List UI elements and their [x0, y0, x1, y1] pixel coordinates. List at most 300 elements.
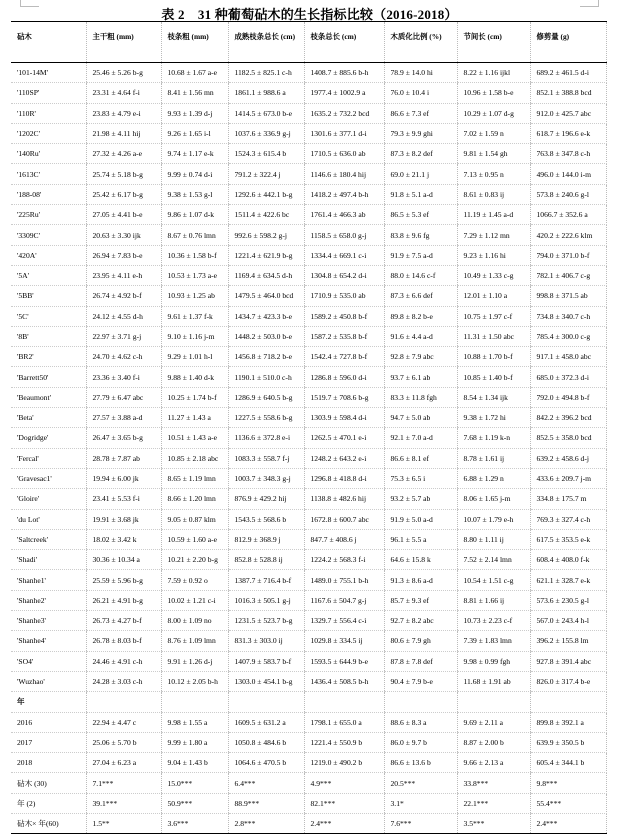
cell-lignification-ratio: 89.8 ± 8.2 b-e [384, 306, 457, 326]
cell-pruning-weight: 785.4 ± 300.0 c-g [530, 326, 606, 346]
cell-pruning-weight: 496.0 ± 144.0 i-m [530, 164, 606, 184]
cell-lignification-ratio: 91.3 ± 8.6 a-d [384, 570, 457, 590]
cell-internode-length: 8.54 ± 1.34 ijk [457, 387, 530, 407]
cell-shoot-diameter: 9.61 ± 1.37 f-k [161, 306, 228, 326]
cell-pruning-weight: 689.2 ± 461.5 d-i [530, 63, 606, 83]
cell-rootstock: 'Shadi' [11, 550, 86, 570]
cell-shoot-diameter: 9.04 ± 1.43 b [161, 753, 228, 773]
cell-lignification-ratio: 94.7 ± 5.0 ab [384, 408, 457, 428]
cell-mature-shoot-length: 1524.3 ± 615.4 b [228, 144, 304, 164]
cell-shoot-diameter: 9.29 ± 1.01 h-l [161, 347, 228, 367]
cell-rootstock: 'du Lot' [11, 509, 86, 529]
cell-total-shoot-length: 1710.9 ± 535.0 ab [304, 286, 384, 306]
cell-trunk-diameter: 26.73 ± 4.27 b-f [86, 611, 161, 631]
cell-internode-length: 10.54 ± 1.51 c-g [457, 570, 530, 590]
cell-shoot-diameter: 10.51 ± 1.43 a-e [161, 428, 228, 448]
cell-shoot-diameter: 9.93 ± 1.39 d-j [161, 103, 228, 123]
cell-total-shoot-length: 1158.5 ± 658.0 g-j [304, 225, 384, 245]
cell-internode-length: 10.96 ± 1.58 b-e [457, 83, 530, 103]
cell-trunk-diameter: 24.28 ± 3.03 c-h [86, 671, 161, 691]
cell-pruning-weight: 420.2 ± 222.6 klm [530, 225, 606, 245]
cell-mature-shoot-length: 1037.6 ± 336.9 g-j [228, 123, 304, 143]
cell-pruning-weight: 639.2 ± 458.6 d-j [530, 448, 606, 468]
cell-rootstock: '420A' [11, 245, 86, 265]
cell-rootstock: 2017 [11, 732, 86, 752]
table-row [11, 651, 606, 671]
cell-shoot-diameter: 9.05 ± 0.87 klm [161, 509, 228, 529]
cell-shoot-diameter: 10.68 ± 1.67 a-e [161, 63, 228, 83]
cell-mature-shoot-length: 1064.6 ± 470.5 b [228, 753, 304, 773]
cell-pruning-weight: 1066.7 ± 352.6 a [530, 205, 606, 225]
cell-mature-shoot-length: 1190.1 ± 510.0 c-h [228, 367, 304, 387]
cell-rootstock: 'Shanhe2' [11, 590, 86, 610]
cell-internode-length: 9.38 ± 1.72 hi [457, 408, 530, 428]
cell-mature-shoot-length: 1292.6 ± 442.1 b-g [228, 184, 304, 204]
cell-total-shoot-length: 2.4*** [304, 813, 384, 833]
cell-shoot-diameter: 10.59 ± 1.60 a-e [161, 529, 228, 549]
cell-internode-length: 8.61 ± 0.83 ij [457, 184, 530, 204]
cell-pruning-weight: 573.6 ± 230.5 g-l [530, 590, 606, 610]
cell-shoot-diameter: 10.85 ± 2.18 abc [161, 448, 228, 468]
cell-pruning-weight: 792.0 ± 494.8 b-f [530, 387, 606, 407]
cell-trunk-diameter: 18.02 ± 3.42 k [86, 529, 161, 549]
empty-cell [304, 692, 384, 712]
cell-rootstock: 砧木 (30) [11, 773, 86, 793]
cell-mature-shoot-length: 1861.1 ± 988.6 a [228, 83, 304, 103]
cell-rootstock: 'Shanhe3' [11, 611, 86, 631]
cell-shoot-diameter: 9.26 ± 1.65 i-l [161, 123, 228, 143]
empty-cell [161, 692, 228, 712]
cell-lignification-ratio: 83.8 ± 9.6 fg [384, 225, 457, 245]
cell-pruning-weight: 617.5 ± 353.5 e-k [530, 529, 606, 549]
table-row [11, 611, 606, 631]
cell-trunk-diameter: 21.98 ± 4.11 hij [86, 123, 161, 143]
table-row [11, 570, 606, 590]
column-header-trunk-diameter: 主干粗 (mm) [86, 22, 161, 63]
cell-total-shoot-length: 1436.4 ± 508.5 b-h [304, 671, 384, 691]
cell-mature-shoot-length: 1609.5 ± 631.2 a [228, 712, 304, 732]
column-header-internode-length: 节间长 (cm) [457, 22, 530, 63]
cell-lignification-ratio: 20.5*** [384, 773, 457, 793]
column-header-lignification-ratio: 木质化比例 (%) [384, 22, 457, 63]
anova-row [11, 793, 606, 813]
table-row [11, 509, 606, 529]
cell-total-shoot-length: 1146.6 ± 180.4 hij [304, 164, 384, 184]
cell-shoot-diameter: 10.21 ± 2.20 b-g [161, 550, 228, 570]
cell-pruning-weight: 852.5 ± 358.0 bcd [530, 428, 606, 448]
cell-total-shoot-length: 1167.6 ± 504.7 g-j [304, 590, 384, 610]
cell-lignification-ratio: 91.8 ± 5.1 a-d [384, 184, 457, 204]
cell-pruning-weight: 899.8 ± 392.1 a [530, 712, 606, 732]
cell-trunk-diameter: 26.21 ± 4.91 b-g [86, 590, 161, 610]
cell-mature-shoot-length: 88.9*** [228, 793, 304, 813]
cell-lignification-ratio: 69.0 ± 21.1 j [384, 164, 457, 184]
cell-lignification-ratio: 64.6 ± 15.8 k [384, 550, 457, 570]
cell-shoot-diameter: 8.67 ± 0.76 lmn [161, 225, 228, 245]
cell-mature-shoot-length: 1407.9 ± 583.7 b-f [228, 651, 304, 671]
cell-lignification-ratio: 79.3 ± 9.9 ghi [384, 123, 457, 143]
cell-mature-shoot-length: 812.9 ± 368.9 j [228, 529, 304, 549]
cell-trunk-diameter: 25.06 ± 5.70 b [86, 732, 161, 752]
cell-trunk-diameter: 25.74 ± 5.18 b-g [86, 164, 161, 184]
table-row [11, 347, 606, 367]
cell-shoot-diameter: 7.59 ± 0.92 o [161, 570, 228, 590]
cell-internode-length: 9.69 ± 2.11 a [457, 712, 530, 732]
cell-total-shoot-length: 1977.4 ± 1002.9 a [304, 83, 384, 103]
cell-internode-length: 7.52 ± 2.14 lmn [457, 550, 530, 570]
cell-total-shoot-length: 1334.4 ± 669.1 c-i [304, 245, 384, 265]
column-header-pruning-weight: 修剪量 (g) [530, 22, 606, 63]
cell-internode-length: 10.07 ± 1.79 e-h [457, 509, 530, 529]
cell-lignification-ratio: 86.6 ± 7.3 ef [384, 103, 457, 123]
cell-total-shoot-length: 1286.8 ± 596.0 d-i [304, 367, 384, 387]
cell-rootstock: 2016 [11, 712, 86, 732]
cell-pruning-weight: 917.1 ± 458.0 abc [530, 347, 606, 367]
cell-trunk-diameter: 25.42 ± 6.17 b-g [86, 184, 161, 204]
cell-pruning-weight: 782.1 ± 406.7 c-g [530, 265, 606, 285]
cell-internode-length: 6.88 ± 1.29 n [457, 468, 530, 488]
cell-pruning-weight: 763.8 ± 347.8 c-h [530, 144, 606, 164]
year-row [11, 712, 606, 732]
cell-internode-length: 10.88 ± 1.70 b-f [457, 347, 530, 367]
cell-trunk-diameter: 27.57 ± 3.88 a-d [86, 408, 161, 428]
cell-mature-shoot-length: 1083.3 ± 558.7 f-j [228, 448, 304, 468]
table-row [11, 408, 606, 428]
cell-lignification-ratio: 91.6 ± 4.4 a-d [384, 326, 457, 346]
cell-total-shoot-length: 1593.5 ± 644.9 b-e [304, 651, 384, 671]
cell-rootstock: '110R' [11, 103, 86, 123]
cell-shoot-diameter: 15.0*** [161, 773, 228, 793]
cell-rootstock: '1202C' [11, 123, 86, 143]
cell-trunk-diameter: 24.46 ± 4.91 c-h [86, 651, 161, 671]
cell-total-shoot-length: 1489.0 ± 755.1 b-h [304, 570, 384, 590]
cell-mature-shoot-length: 1543.5 ± 568.6 b [228, 509, 304, 529]
cell-lignification-ratio: 92.1 ± 7.0 a-d [384, 428, 457, 448]
cell-lignification-ratio: 96.1 ± 5.5 a [384, 529, 457, 549]
cell-pruning-weight: 608.4 ± 408.0 f-k [530, 550, 606, 570]
cell-pruning-weight: 842.2 ± 396.2 bcd [530, 408, 606, 428]
cell-mature-shoot-length: 1182.5 ± 825.1 c-h [228, 63, 304, 83]
cell-rootstock: 'Dogridge' [11, 428, 86, 448]
cell-mature-shoot-length: 1479.5 ± 464.0 bcd [228, 286, 304, 306]
cell-shoot-diameter: 50.9*** [161, 793, 228, 813]
cell-shoot-diameter: 10.12 ± 2.05 b-h [161, 671, 228, 691]
cell-trunk-diameter: 7.1*** [86, 773, 161, 793]
cell-internode-length: 12.01 ± 1.10 a [457, 286, 530, 306]
cell-lignification-ratio: 93.7 ± 6.1 ab [384, 367, 457, 387]
cell-pruning-weight: 998.8 ± 371.5 ab [530, 286, 606, 306]
cell-total-shoot-length: 1710.5 ± 636.0 ab [304, 144, 384, 164]
cell-internode-length: 33.8*** [457, 773, 530, 793]
cell-shoot-diameter: 8.41 ± 1.56 mn [161, 83, 228, 103]
cell-pruning-weight: 621.1 ± 328.7 e-k [530, 570, 606, 590]
cell-lignification-ratio: 86.5 ± 5.3 ef [384, 205, 457, 225]
cell-mature-shoot-length: 1136.6 ± 372.8 e-i [228, 428, 304, 448]
cell-mature-shoot-length: 1231.5 ± 523.7 b-g [228, 611, 304, 631]
cell-trunk-diameter: 25.46 ± 5.26 b-g [86, 63, 161, 83]
cell-internode-length: 11.19 ± 1.45 a-d [457, 205, 530, 225]
cell-total-shoot-length: 4.9*** [304, 773, 384, 793]
cell-total-shoot-length: 1761.4 ± 466.3 ab [304, 205, 384, 225]
cell-rootstock: '101-14M' [11, 63, 86, 83]
cell-shoot-diameter: 10.53 ± 1.73 a-e [161, 265, 228, 285]
cell-shoot-diameter: 9.86 ± 1.07 d-k [161, 205, 228, 225]
table-row [11, 245, 606, 265]
cell-rootstock: 年 (2) [11, 793, 86, 813]
table-row [11, 631, 606, 651]
cell-total-shoot-length: 1635.2 ± 732.2 bcd [304, 103, 384, 123]
cell-internode-length: 11.31 ± 1.50 abc [457, 326, 530, 346]
cell-lignification-ratio: 7.6*** [384, 813, 457, 833]
cell-total-shoot-length: 1798.1 ± 655.0 a [304, 712, 384, 732]
cell-lignification-ratio: 83.3 ± 11.8 fgh [384, 387, 457, 407]
cell-trunk-diameter: 1.5** [86, 813, 161, 833]
table-row [11, 225, 606, 245]
cell-pruning-weight: 734.8 ± 340.7 c-h [530, 306, 606, 326]
table-row [11, 306, 606, 326]
cell-total-shoot-length: 82.1*** [304, 793, 384, 813]
cell-total-shoot-length: 1301.6 ± 377.1 d-i [304, 123, 384, 143]
cell-rootstock: 'Fercal' [11, 448, 86, 468]
cell-lignification-ratio: 85.7 ± 9.3 ef [384, 590, 457, 610]
cell-rootstock: 'Barrett50' [11, 367, 86, 387]
cell-total-shoot-length: 1303.9 ± 598.4 d-i [304, 408, 384, 428]
cell-lignification-ratio: 92.8 ± 7.9 abc [384, 347, 457, 367]
table-row [11, 326, 606, 346]
cell-trunk-diameter: 23.31 ± 4.64 f-i [86, 83, 161, 103]
cell-pruning-weight: 852.1 ± 388.8 bcd [530, 83, 606, 103]
cell-pruning-weight: 567.0 ± 243.4 h-l [530, 611, 606, 631]
cell-shoot-diameter: 9.74 ± 1.17 e-k [161, 144, 228, 164]
cell-lignification-ratio: 93.2 ± 5.7 ab [384, 489, 457, 509]
cell-total-shoot-length: 1519.7 ± 708.6 b-g [304, 387, 384, 407]
empty-cell [530, 692, 606, 712]
cell-lignification-ratio: 90.4 ± 7.9 b-e [384, 671, 457, 691]
cell-pruning-weight: 794.0 ± 371.0 b-f [530, 245, 606, 265]
cell-trunk-diameter: 23.83 ± 4.79 e-i [86, 103, 161, 123]
cell-mature-shoot-length: 1511.4 ± 422.6 bc [228, 205, 304, 225]
cell-mature-shoot-length: 1414.5 ± 673.0 b-e [228, 103, 304, 123]
table-row [11, 103, 606, 123]
cell-rootstock: '8B' [11, 326, 86, 346]
cell-internode-length: 8.80 ± 1.11 ij [457, 529, 530, 549]
table-row [11, 448, 606, 468]
cell-lignification-ratio: 76.0 ± 10.4 i [384, 83, 457, 103]
cell-pruning-weight: 573.8 ± 240.6 g-l [530, 184, 606, 204]
cell-rootstock: 'Beaumont' [11, 387, 86, 407]
cell-pruning-weight: 618.7 ± 196.6 e-k [530, 123, 606, 143]
cell-mature-shoot-length: 852.8 ± 528.8 ij [228, 550, 304, 570]
cell-total-shoot-length: 1542.4 ± 727.8 b-f [304, 347, 384, 367]
cell-pruning-weight: 769.3 ± 327.4 c-h [530, 509, 606, 529]
anova-row [11, 773, 606, 793]
cell-lignification-ratio: 78.9 ± 14.0 hi [384, 63, 457, 83]
cell-internode-length: 9.81 ± 1.54 gh [457, 144, 530, 164]
cell-trunk-diameter: 27.79 ± 6.47 abc [86, 387, 161, 407]
cell-total-shoot-length: 1672.8 ± 600.7 abc [304, 509, 384, 529]
cell-trunk-diameter: 39.1*** [86, 793, 161, 813]
cell-total-shoot-length: 1248.2 ± 643.2 e-i [304, 448, 384, 468]
cell-mature-shoot-length: 831.3 ± 303.0 ij [228, 631, 304, 651]
cell-pruning-weight: 2.4*** [530, 813, 606, 833]
cell-trunk-diameter: 22.94 ± 4.47 c [86, 712, 161, 732]
cell-trunk-diameter: 23.36 ± 3.40 f-i [86, 367, 161, 387]
cell-rootstock: 'Saltcreek' [11, 529, 86, 549]
cell-pruning-weight: 9.8*** [530, 773, 606, 793]
cell-mature-shoot-length: 1169.4 ± 634.5 d-h [228, 265, 304, 285]
cell-shoot-diameter: 10.93 ± 1.25 ab [161, 286, 228, 306]
cell-pruning-weight: 605.4 ± 344.1 b [530, 753, 606, 773]
cell-mature-shoot-length: 2.8*** [228, 813, 304, 833]
table-row [11, 205, 606, 225]
table-row [11, 489, 606, 509]
cell-mature-shoot-length: 1434.7 ± 423.3 b-e [228, 306, 304, 326]
table-row [11, 550, 606, 570]
year-row [11, 753, 606, 773]
cell-internode-length: 3.5*** [457, 813, 530, 833]
cell-mature-shoot-length: 1387.7 ± 716.4 b-f [228, 570, 304, 590]
cell-trunk-diameter: 26.94 ± 7.83 b-e [86, 245, 161, 265]
cell-internode-length: 10.75 ± 1.97 c-f [457, 306, 530, 326]
cell-total-shoot-length: 1418.2 ± 497.4 b-h [304, 184, 384, 204]
growth-index-table [11, 21, 607, 834]
column-header-total-shoot-length: 枝条总长 (cm) [304, 22, 384, 63]
cell-shoot-diameter: 9.99 ± 0.74 d-i [161, 164, 228, 184]
cell-mature-shoot-length: 6.4*** [228, 773, 304, 793]
cell-trunk-diameter: 22.97 ± 3.71 g-j [86, 326, 161, 346]
cell-lignification-ratio: 3.1* [384, 793, 457, 813]
cell-lignification-ratio: 88.0 ± 14.6 c-f [384, 265, 457, 285]
cell-total-shoot-length: 1408.7 ± 885.6 b-h [304, 63, 384, 83]
cell-trunk-diameter: 23.95 ± 4.11 e-h [86, 265, 161, 285]
table-row [11, 83, 606, 103]
cell-internode-length: 11.68 ± 1.91 ab [457, 671, 530, 691]
cell-mature-shoot-length: 1448.2 ± 503.0 b-e [228, 326, 304, 346]
column-header-rootstock: 砧木 [17, 32, 32, 41]
cell-mature-shoot-length: 1227.5 ± 558.6 b-g [228, 408, 304, 428]
cell-trunk-diameter: 26.78 ± 8.03 b-f [86, 631, 161, 651]
cell-rootstock: '5C' [11, 306, 86, 326]
cell-total-shoot-length: 1221.4 ± 550.9 b [304, 732, 384, 752]
cell-internode-length: 8.22 ± 1.16 ijkl [457, 63, 530, 83]
cell-lignification-ratio: 86.6 ± 13.6 b [384, 753, 457, 773]
cell-rootstock: '140Ru' [11, 144, 86, 164]
cell-trunk-diameter: 26.74 ± 4.92 b-f [86, 286, 161, 306]
cell-trunk-diameter: 25.59 ± 5.96 b-g [86, 570, 161, 590]
cell-trunk-diameter: 19.94 ± 6.00 jk [86, 468, 161, 488]
cell-rootstock: '1613C' [11, 164, 86, 184]
cell-rootstock: 'SO4' [11, 651, 86, 671]
cell-shoot-diameter: 10.02 ± 1.21 c-i [161, 590, 228, 610]
cell-shoot-diameter: 9.38 ± 1.53 g-l [161, 184, 228, 204]
cell-lignification-ratio: 87.3 ± 8.2 def [384, 144, 457, 164]
cell-total-shoot-length: 1304.8 ± 654.2 d-i [304, 265, 384, 285]
cell-rootstock: 'BR2' [11, 347, 86, 367]
cell-trunk-diameter: 26.47 ± 3.65 b-g [86, 428, 161, 448]
cell-rootstock: '225Ru' [11, 205, 86, 225]
cell-shoot-diameter: 9.91 ± 1.26 d-j [161, 651, 228, 671]
cell-rootstock: 'Wuzhao' [11, 671, 86, 691]
cell-shoot-diameter: 8.66 ± 1.20 lmn [161, 489, 228, 509]
cell-rootstock: '3309C' [11, 225, 86, 245]
cell-pruning-weight: 685.0 ± 372.3 d-i [530, 367, 606, 387]
table-row [11, 468, 606, 488]
table-row [11, 387, 606, 407]
cell-trunk-diameter: 19.91 ± 3.68 jk [86, 509, 161, 529]
table-row [11, 164, 606, 184]
cell-trunk-diameter: 27.05 ± 4.41 b-e [86, 205, 161, 225]
cell-internode-length: 10.29 ± 1.07 d-g [457, 103, 530, 123]
cell-pruning-weight: 826.0 ± 317.4 b-e [530, 671, 606, 691]
cell-internode-length: 8.81 ± 1.66 ij [457, 590, 530, 610]
cell-pruning-weight: 639.9 ± 350.5 b [530, 732, 606, 752]
cell-trunk-diameter: 24.12 ± 4.55 d-h [86, 306, 161, 326]
table-row [11, 265, 606, 285]
table-row [11, 590, 606, 610]
year-row [11, 732, 606, 752]
cell-mature-shoot-length: 791.2 ± 322.4 j [228, 164, 304, 184]
cell-rootstock: 'Beta' [11, 408, 86, 428]
anova-row [11, 813, 606, 833]
cell-rootstock: 砧木× 年(60) [11, 813, 86, 833]
cell-mature-shoot-length: 1003.7 ± 348.3 g-j [228, 468, 304, 488]
cell-shoot-diameter: 9.10 ± 1.16 j-m [161, 326, 228, 346]
cell-internode-length: 9.98 ± 0.99 fgh [457, 651, 530, 671]
empty-cell [86, 692, 161, 712]
table-title: 表 2 31 种葡萄砧木的生长指标比较（2016-2018） [161, 7, 458, 22]
cell-lignification-ratio: 91.9 ± 7.5 a-d [384, 245, 457, 265]
cell-lignification-ratio: 86.6 ± 8.1 ef [384, 448, 457, 468]
cell-internode-length: 7.13 ± 0.95 n [457, 164, 530, 184]
cell-pruning-weight: 927.8 ± 391.4 abc [530, 651, 606, 671]
cell-total-shoot-length: 1224.2 ± 568.3 f-i [304, 550, 384, 570]
cell-internode-length: 10.73 ± 2.23 c-f [457, 611, 530, 631]
empty-cell [384, 692, 457, 712]
cell-total-shoot-length: 1296.8 ± 418.8 d-i [304, 468, 384, 488]
cell-shoot-diameter: 10.25 ± 1.74 b-f [161, 387, 228, 407]
cell-rootstock: 'Shanhe1' [11, 570, 86, 590]
cell-trunk-diameter: 28.78 ± 7.87 ab [86, 448, 161, 468]
table-row [11, 144, 606, 164]
cell-total-shoot-length: 1587.2 ± 535.8 b-f [304, 326, 384, 346]
cell-shoot-diameter: 10.36 ± 1.58 b-f [161, 245, 228, 265]
cell-rootstock: 'Gravesac1' [11, 468, 86, 488]
cell-shoot-diameter: 11.27 ± 1.43 a [161, 408, 228, 428]
table-row [11, 63, 606, 83]
cell-lignification-ratio: 87.3 ± 6.6 def [384, 286, 457, 306]
cell-internode-length: 8.87 ± 2.00 b [457, 732, 530, 752]
cell-shoot-diameter: 3.6*** [161, 813, 228, 833]
cell-shoot-diameter: 9.98 ± 1.55 a [161, 712, 228, 732]
cell-internode-length: 8.78 ± 1.61 ij [457, 448, 530, 468]
cell-rootstock: '5A' [11, 265, 86, 285]
cell-rootstock: '5BB' [11, 286, 86, 306]
cell-lignification-ratio: 91.9 ± 5.0 a-d [384, 509, 457, 529]
cell-total-shoot-length: 1219.0 ± 490.2 b [304, 753, 384, 773]
cell-rootstock: 2018 [11, 753, 86, 773]
table-row [11, 529, 606, 549]
cell-total-shoot-length: 1138.8 ± 482.6 hij [304, 489, 384, 509]
table-row [11, 286, 606, 306]
cell-internode-length: 9.23 ± 1.16 hi [457, 245, 530, 265]
cell-mature-shoot-length: 1456.8 ± 718.2 b-e [228, 347, 304, 367]
cell-shoot-diameter: 8.00 ± 1.09 no [161, 611, 228, 631]
table-row [11, 671, 606, 691]
cell-pruning-weight: 55.4*** [530, 793, 606, 813]
cell-internode-length: 9.66 ± 2.13 a [457, 753, 530, 773]
cell-pruning-weight: 433.6 ± 209.7 j-m [530, 468, 606, 488]
cell-shoot-diameter: 9.88 ± 1.40 d-k [161, 367, 228, 387]
